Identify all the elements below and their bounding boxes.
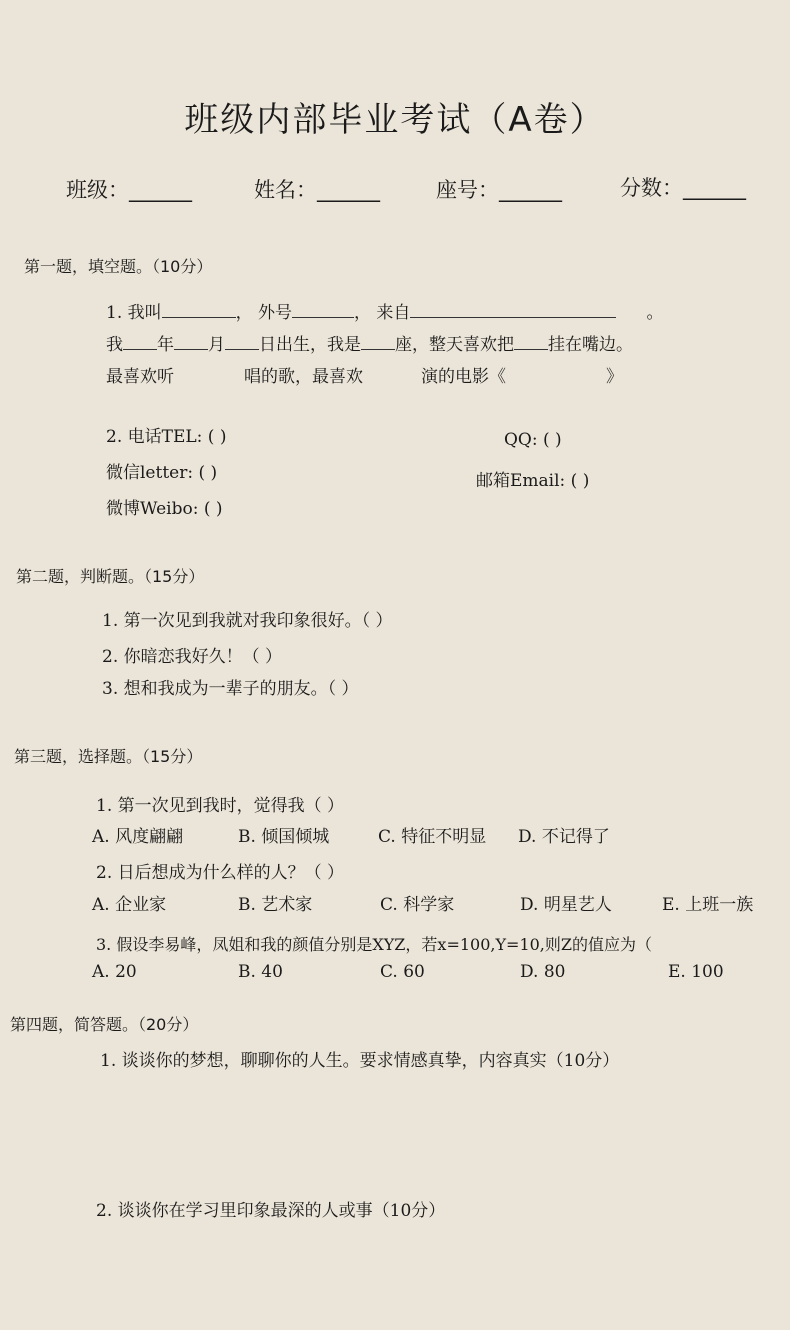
wechat-field[interactable]: 微信letter: ( )	[106, 463, 218, 483]
score-field: 分数：______	[620, 176, 746, 200]
label-mouth: 挂在嘴边。	[548, 335, 633, 355]
essay-question-1: 1. 谈谈你的梦想，聊聊你的人生。要求情感真挚，内容真实（10分）	[100, 1051, 620, 1071]
option-2a[interactable]: A. 企业家	[92, 895, 167, 915]
label-fav-watch: 唱的歌，最喜欢	[244, 367, 363, 387]
option-2b[interactable]: B. 艺术家	[238, 895, 313, 915]
blank-year[interactable]	[123, 333, 157, 350]
section1-heading: 第一题，填空题。（10分）	[24, 257, 213, 276]
page-title: 班级内部毕业考试（A卷）	[184, 100, 606, 140]
name-field: 姓名：______	[254, 178, 380, 202]
blank-phrase[interactable]	[514, 333, 548, 350]
choice-question-3: 3. 假设李易峰，凤姐和我的颜值分别是XYZ，若x=100,Y=10,则Z的值应为（	[96, 935, 653, 954]
tel-field[interactable]: 2. 电话TEL: ( )	[106, 427, 227, 447]
option-2d[interactable]: D. 明星艺人	[520, 895, 612, 915]
label-always: 座，整天喜欢把	[395, 335, 514, 355]
choice-question-2: 2. 日后想成为什么样的人？（ ）	[96, 863, 345, 883]
seat-field: 座号：______	[436, 178, 562, 202]
qq-field[interactable]: QQ: ( )	[504, 430, 562, 450]
blank-day[interactable]	[225, 333, 259, 350]
blank-nickname[interactable]	[292, 301, 354, 318]
option-1b[interactable]: B. 倾国倾城	[238, 827, 330, 847]
section3-heading: 第三题，选择题。（15分）	[14, 747, 203, 766]
label-i: 我	[106, 335, 123, 355]
option-1a[interactable]: A. 风度翩翩	[92, 827, 184, 847]
option-3e[interactable]: E. 100	[668, 962, 724, 982]
option-1d[interactable]: D. 不记得了	[518, 827, 610, 847]
label-movie: 演的电影《	[421, 367, 506, 387]
option-3c[interactable]: C. 60	[380, 962, 425, 982]
choice-question-1: 1. 第一次见到我时，觉得我（ ）	[96, 796, 345, 816]
option-3b[interactable]: B. 40	[238, 962, 283, 982]
blank-month[interactable]	[174, 333, 208, 350]
email-field[interactable]: 邮箱Email: ( )	[476, 471, 590, 491]
label-nickname: ， 外号	[235, 303, 293, 323]
fill-line-2	[106, 330, 633, 355]
label-born: 日出生，我是	[259, 335, 361, 355]
label-movie-close: 》	[606, 367, 623, 387]
label-my-name: 1. 我叫	[106, 303, 162, 323]
option-3d[interactable]: D. 80	[520, 962, 566, 982]
weibo-field[interactable]: 微博Weibo: ( )	[106, 499, 223, 519]
label-fav-listen: 最喜欢听	[106, 367, 174, 387]
blank-name[interactable]	[162, 301, 236, 318]
essay-question-2: 2. 谈谈你在学习里印象最深的人或事（10分）	[96, 1201, 446, 1221]
fill-line-1	[106, 298, 663, 323]
option-1c[interactable]: C. 特征不明显	[378, 827, 487, 847]
judge-question-1: 1. 第一次见到我就对我印象很好。（ ）	[102, 611, 393, 631]
option-2c[interactable]: C. 科学家	[380, 895, 455, 915]
class-field: 班级：______	[66, 178, 192, 202]
label-year: 年	[157, 335, 174, 355]
option-2e[interactable]: E. 上班一族	[662, 895, 754, 915]
section4-heading: 第四题，简答题。（20分）	[10, 1015, 199, 1034]
section2-heading: 第二题，判断题。（15分）	[16, 567, 205, 586]
blank-from[interactable]	[410, 301, 616, 318]
label-from: ， 来自	[354, 303, 411, 323]
judge-question-2: 2. 你暗恋我好久！（ ）	[102, 647, 283, 667]
label-month: 月	[208, 335, 225, 355]
judge-question-3: 3. 想和我成为一辈子的朋友。（ ）	[102, 679, 359, 699]
fill-line-3	[106, 362, 623, 387]
blank-zodiac[interactable]	[361, 333, 395, 350]
option-3a[interactable]: A. 20	[92, 962, 137, 982]
period-1: 。	[646, 303, 664, 323]
